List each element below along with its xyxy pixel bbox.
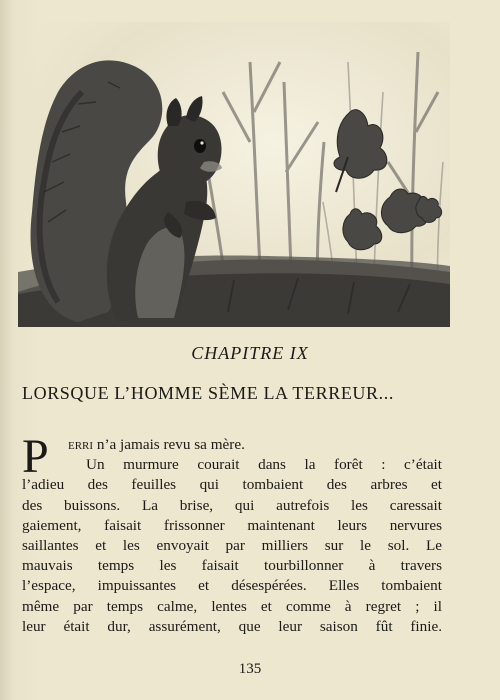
text-line: leur était dur, assurément, que leur saison fût finie.: [22, 617, 442, 635]
first-word-smallcaps: erri: [68, 436, 94, 453]
drop-cap: P: [22, 430, 49, 483]
text-line: l’espace, impuissantes et désespérées. Elles tombaient: [22, 577, 442, 595]
text-line: même par temps calme, lentes et comme à regret ; il: [22, 597, 442, 615]
squirrel-illustration: [18, 22, 450, 327]
text-line: des buissons. La brise, qui autrefois les caressait: [22, 496, 442, 514]
body-text: [22, 430, 442, 637]
text-line: l’adieu des feuilles qui tombaient des arbres et: [22, 476, 442, 494]
text-line: gaiement, faisait frissonner maintenant leurs nervures: [22, 516, 442, 534]
chapter-title: LORSQUE L’HOMME SÈME LA TERREUR...: [22, 383, 394, 403]
page-number: 135: [238, 661, 262, 677]
chapter-number-heading: CHAPITRE IX: [191, 343, 309, 363]
first-line-rest: n’a jamais revu sa mère.: [93, 436, 245, 453]
text-line: Un murmure courait dans la forêt : c’était: [86, 456, 442, 474]
text-line: saillantes et les envoyait par milliers sur le sol. Le: [22, 537, 442, 555]
text-line: [22, 435, 442, 455]
text-line: mauvais temps les faisait tourbillonner à travers: [22, 557, 442, 575]
